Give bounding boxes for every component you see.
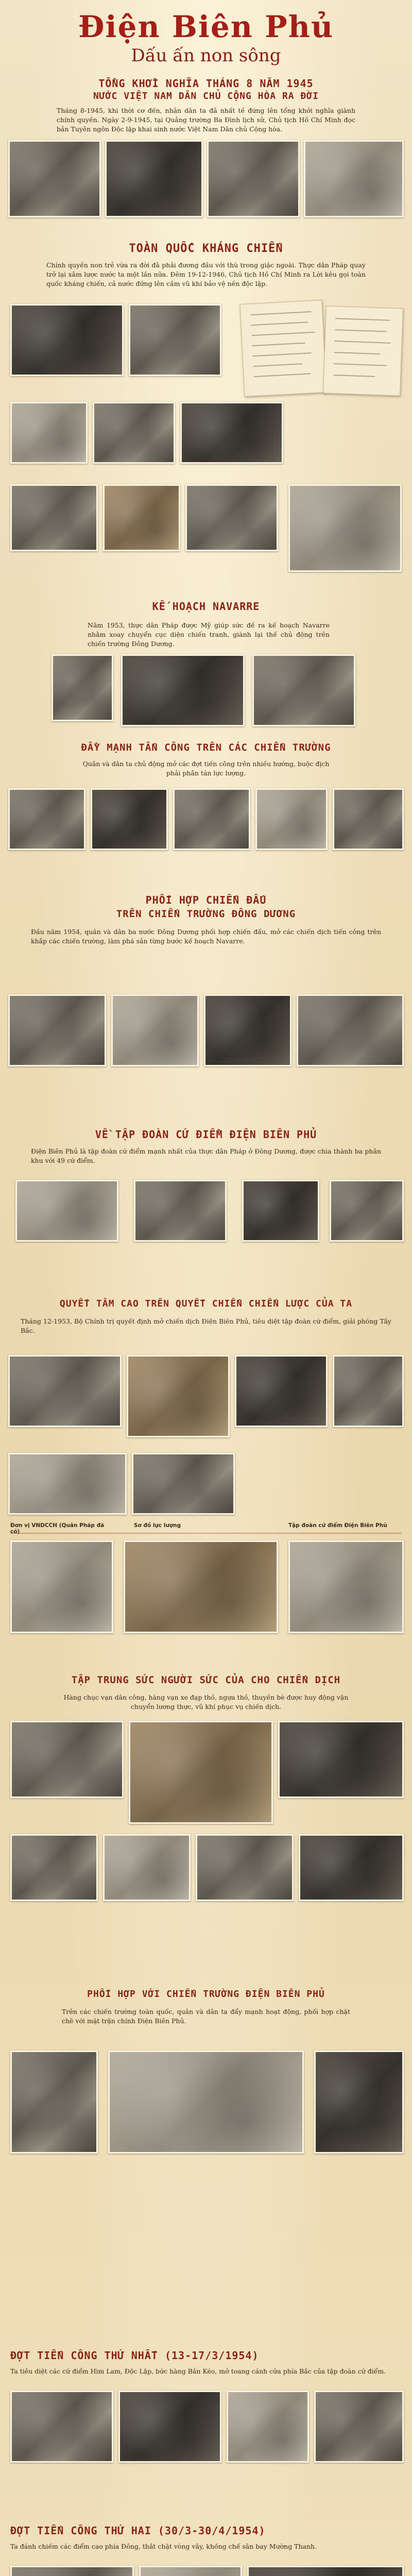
photo-10c bbox=[227, 2391, 309, 2463]
section-heading-2: TOÀN QUỐC KHÁNG CHIẾN bbox=[129, 242, 283, 255]
photo-4c bbox=[173, 788, 250, 850]
troop-diagram-2 bbox=[124, 1540, 278, 1633]
photo-6c bbox=[242, 1180, 319, 1242]
page-subtitle: Dấu ấn non sông bbox=[131, 45, 281, 66]
photo-9c bbox=[314, 2050, 404, 2154]
photo-7d bbox=[333, 1355, 404, 1427]
section-heading-1b: NƯỚC VIỆT NAM DÂN CHỦ CỘNG HÒA RA ĐỜI bbox=[93, 91, 319, 101]
photo-10b bbox=[118, 2391, 221, 2463]
photo-9b bbox=[108, 2050, 304, 2154]
section-heading-1a: TỔNG KHỞI NGHĨA THÁNG 8 NĂM 1945 bbox=[98, 77, 314, 90]
photo-8f bbox=[196, 1834, 294, 1901]
photo-8d bbox=[10, 1834, 98, 1901]
section-heading-8: TẬP TRUNG SỨC NGƯỜI SỨC CỦA CHO CHIẾN DỊCH bbox=[71, 1674, 341, 1686]
troop-diagram-1 bbox=[10, 1540, 113, 1633]
photo-7b bbox=[127, 1355, 230, 1437]
photo-2a bbox=[10, 304, 124, 376]
photo-6d bbox=[330, 1180, 404, 1242]
photo-5b bbox=[111, 994, 199, 1066]
section-heading-5b: TRÊN CHIẾN TRƯỜNG ĐÔNG DƯƠNG bbox=[116, 908, 296, 920]
section-heading-3: KẾ HOẠCH NAVARRE bbox=[152, 600, 260, 613]
section-text-7: Tháng 12-1953, Bộ Chính trị quyết định mở chiến dịch Điện Biên Phủ, tiêu diệt tập đoàn cứ điểm, giải phóng Tây Bắc. bbox=[21, 1317, 391, 1335]
photo-6b bbox=[134, 1180, 227, 1242]
section-text-11: Ta đánh chiếm các điểm cao phía Đông, thắt chặt vòng vây, khống chế sân bay Mường Thanh. bbox=[10, 2543, 317, 2550]
photo-1d bbox=[304, 140, 404, 217]
photo-4d bbox=[255, 788, 328, 850]
photo-11c bbox=[247, 2566, 404, 2576]
photo-2f bbox=[10, 484, 98, 551]
document-2a bbox=[239, 300, 327, 397]
photo-8b bbox=[129, 1721, 273, 1824]
photo-2e bbox=[180, 402, 283, 464]
photo-2g bbox=[103, 484, 180, 551]
photo-1b bbox=[105, 140, 203, 217]
photo-10a bbox=[10, 2391, 113, 2463]
photo-9a bbox=[10, 2050, 98, 2154]
photo-7e bbox=[8, 1453, 127, 1515]
photo-11a bbox=[10, 2566, 134, 2576]
photo-4b bbox=[91, 788, 168, 850]
section-text-4: Quân và dân ta chủ động mở các đợt tiến công trên nhiều hướng, buộc địch phải phân tán lực lượng. bbox=[82, 760, 330, 777]
section-text-2: Chính quyền non trẻ vừa ra đời đã phải đương đầu với thù trong giặc ngoài. Thực dân Pháp quay trở lại xâm lược nước ta một lần nữa. Đêm 19-12-1946, Chủ tịch Hồ Chí Minh ra Lời kêu gọi toàn quốc kháng chiến, cả nước đứng lên cầm vũ khí bảo vệ nền độc lập. bbox=[46, 261, 366, 288]
section-text-6: Điện Biên Phủ là tập đoàn cứ điểm mạnh nhất của thực dân Pháp ở Đông Dương, được chia thành ba phân khu với 49 cứ điểm. bbox=[31, 1147, 381, 1165]
table-header-2: Sơ đồ lực lượng bbox=[134, 1522, 181, 1529]
photo-2b bbox=[129, 304, 221, 376]
section-text-10: Ta tiêu diệt các cứ điểm Him Lam, Độc Lập, bức hàng Bản Kéo, mở toang cánh cửa phía Bắc của tập đoàn cứ điểm. bbox=[10, 2367, 386, 2375]
photo-7a bbox=[8, 1355, 122, 1427]
section-heading-6: VỀ TẬP ĐOÀN CỨ ĐIỂM ĐIỆN BIÊN PHỦ bbox=[95, 1128, 317, 1141]
page-title: Điện Biên Phủ bbox=[78, 9, 334, 44]
photo-8g bbox=[299, 1834, 404, 1901]
photo-8a bbox=[10, 1721, 124, 1798]
section-heading-4: ĐẨY MẠNH TẤN CÔNG TRÊN CÁC CHIẾN TRƯỜNG bbox=[81, 742, 331, 753]
section-text-1: Tháng 8-1945, khi thời cơ đến, nhân dân ta đã nhất tề đứng lên tổng khởi nghĩa giành chính quyền. Ngày 2-9-1945, tại Quảng trường Ba Đình lịch sử, Chủ tịch Hồ Chí Minh đọc bản Tuyên ngôn Độc lập khai sinh nước Việt Nam Dân chủ Cộng hòa. bbox=[57, 107, 355, 133]
section-heading-9: PHỐI HỢP VỚI CHIẾN TRƯỜNG ĐIỆN BIÊN PHỦ bbox=[87, 1989, 325, 1999]
photo-6a bbox=[15, 1180, 118, 1242]
section-heading-7: QUYẾT TÂM CAO TRÊN QUYẾT CHIẾN CHIẾN LƯỢC CỦA TA bbox=[59, 1298, 353, 1309]
photo-7c bbox=[235, 1355, 328, 1427]
photo-4e bbox=[333, 788, 404, 850]
photo-5d bbox=[297, 994, 404, 1066]
table-header-3: Tập đoàn cứ điểm Điện Biên Phủ bbox=[288, 1522, 387, 1529]
section-text-3: Năm 1953, thực dân Pháp được Mỹ giúp sức đề ra kế hoạch Navarre nhằm xoay chuyển cục diện chiến tranh, giành lại thế chủ động trên chiến trường Đông Dương. bbox=[88, 621, 330, 648]
photo-2i bbox=[288, 484, 402, 572]
photo-1c bbox=[207, 140, 300, 217]
section-heading-10: ĐỢT TIẾN CÔNG THỨ NHẤT (13-17/3/1954) bbox=[10, 2349, 259, 2362]
section-text-8: Hàng chục vạn dân công, hàng vạn xe đạp thồ, ngựa thồ, thuyền bè được huy động vận chuyển lương thực, vũ khí phục vụ chiến dịch. bbox=[63, 1693, 349, 1711]
photo-4a bbox=[8, 788, 85, 850]
photo-2c bbox=[10, 402, 88, 464]
photo-8e bbox=[103, 1834, 191, 1901]
photo-10d bbox=[314, 2391, 404, 2463]
troop-diagram-3 bbox=[288, 1540, 404, 1633]
photo-11b bbox=[139, 2566, 242, 2576]
photo-7f bbox=[132, 1453, 235, 1515]
photo-3b bbox=[121, 654, 245, 726]
photo-3c bbox=[252, 654, 355, 726]
photo-5a bbox=[8, 994, 106, 1066]
section-text-9: Trên các chiến trường toàn quốc, quân và dân ta đẩy mạnh hoạt động, phối hợp chặt chẽ với mặt trận chính Điện Biên Phủ. bbox=[62, 2008, 350, 2025]
photo-3a bbox=[52, 654, 113, 721]
photo-1a bbox=[8, 140, 101, 217]
table-header-1: Đơn vị VNDCCH (Quân Pháp đã có) bbox=[10, 1522, 105, 1535]
photo-8c bbox=[278, 1721, 404, 1798]
photo-5c bbox=[204, 994, 291, 1066]
section-text-5: Đầu năm 1954, quân và dân ba nước Đông Dương phối hợp chiến đấu, mở các chiến dịch tiến công trên khắp các chiến trường, làm phá sản từng bước kế hoạch Navarre. bbox=[31, 928, 381, 945]
section-heading-11: ĐỢT TIẾN CÔNG THỨ HAI (30/3-30/4/1954) bbox=[10, 2524, 266, 2537]
document-2b bbox=[323, 306, 403, 396]
section-heading-5a: PHỐI HỢP CHIẾN ĐẤU bbox=[145, 894, 267, 906]
photo-2d bbox=[93, 402, 175, 464]
table-divider bbox=[10, 1533, 402, 1534]
photo-2h bbox=[185, 484, 278, 551]
